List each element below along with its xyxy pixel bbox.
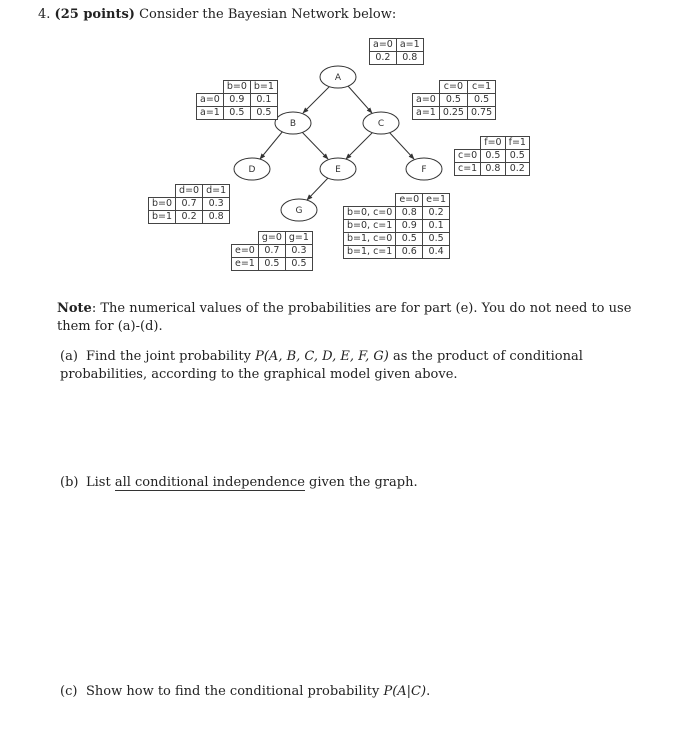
cpt-cell: f=0 <box>481 137 505 150</box>
cpt-f-table <box>454 136 530 176</box>
question-number: 4. <box>38 7 51 22</box>
cpt-cell: 0.5 <box>285 258 312 271</box>
cpt-cell: 0.2 <box>370 52 397 65</box>
cpt-cell: e=1 <box>423 194 450 207</box>
part-c-expr: P(A|C) <box>383 684 427 699</box>
cpt-cell: 0.1 <box>423 220 450 233</box>
cpt-cell: 0.8 <box>396 207 423 220</box>
cpt-cell: 0.3 <box>203 198 230 211</box>
edge-b-e <box>301 131 328 159</box>
cpt-cell: 0.1 <box>250 94 277 107</box>
part-a-expr: P(A, B, C, D, E, F, G) <box>255 349 389 364</box>
cpt-cell: d=0 <box>176 185 203 198</box>
part-c-end: . <box>426 684 431 699</box>
cpt-cell: e=0 <box>396 194 423 207</box>
cpt-d-table <box>148 184 230 224</box>
cpt-cell: b=1 <box>149 211 176 224</box>
note-paragraph <box>57 300 657 336</box>
cpt-cell: e=0 <box>232 245 259 258</box>
node-f-label: F <box>421 165 427 175</box>
part-c-text: Show how to find the conditional probability <box>86 684 384 699</box>
cpt-a-table <box>369 38 424 65</box>
cpt-g-table <box>231 231 313 271</box>
cpt-cell: 0.6 <box>396 246 423 259</box>
cpt-cell: c=1 <box>467 81 495 94</box>
cpt-cell: a=0 <box>370 39 397 52</box>
cpt-cell: g=0 <box>258 232 285 245</box>
cpt-cell: a=1 <box>197 107 224 120</box>
cpt-cell: 0.7 <box>176 198 203 211</box>
edge-c-e <box>346 132 373 159</box>
cpt-cell: c=1 <box>455 163 481 176</box>
node-e-label: E <box>335 165 341 175</box>
part-b-post: given the graph. <box>304 475 418 490</box>
node-b-label: B <box>289 119 297 129</box>
edge-a-c <box>348 86 372 113</box>
edge-a-b <box>303 86 330 113</box>
node-c-label: C <box>377 119 385 129</box>
cpt-cell: c=0 <box>455 150 481 163</box>
cpt-cell: b=1, c=0 <box>344 233 396 246</box>
cpt-cell: d=1 <box>203 185 230 198</box>
cpt-cell: b=0 <box>149 198 176 211</box>
cpt-cell: 0.2 <box>176 211 203 224</box>
cpt-cell: b=1, c=1 <box>344 246 396 259</box>
cpt-cell: a=1 <box>396 39 423 52</box>
part-a-label: (a) <box>60 349 78 364</box>
cpt-cell: b=1 <box>250 81 277 94</box>
note-text: : The numerical values of the probabilities are for part (e). You do not need to use them for (a)-(d). <box>57 301 632 334</box>
cpt-cell: 0.8 <box>203 211 230 224</box>
cpt-cell: 0.5 <box>223 107 250 120</box>
cpt-c-table <box>412 80 496 120</box>
cpt-cell: 0.5 <box>250 107 277 120</box>
cpt-cell: a=1 <box>413 107 440 120</box>
part-a-text2: as the product of conditional probabilities, according to the graphical model given above. <box>60 349 583 382</box>
cpt-cell: 0.5 <box>423 233 450 246</box>
cpt-cell: a=0 <box>197 94 224 107</box>
cpt-cell: 0.8 <box>481 163 505 176</box>
bayesian-network-diagram <box>0 0 682 300</box>
cpt-cell: 0.8 <box>396 52 423 65</box>
question-points: (25 points) <box>54 7 135 22</box>
part-b-label: (b) <box>60 475 79 490</box>
cpt-cell: f=1 <box>505 137 529 150</box>
cpt-e-table <box>343 193 450 259</box>
cpt-cell: 0.9 <box>223 94 250 107</box>
part-b-underlined: all conditional independence <box>114 475 305 490</box>
cpt-b-table <box>196 80 278 120</box>
cpt-cell: 0.3 <box>285 245 312 258</box>
cpt-cell: 0.5 <box>481 150 505 163</box>
part-b <box>60 474 660 492</box>
cpt-cell: 0.2 <box>505 163 529 176</box>
cpt-cell: 0.9 <box>396 220 423 233</box>
part-a-text1: Find the joint probability <box>86 349 256 364</box>
cpt-cell: 0.75 <box>467 107 495 120</box>
edge-e-g <box>307 178 328 200</box>
cpt-cell: 0.5 <box>439 94 467 107</box>
cpt-cell: g=1 <box>285 232 312 245</box>
cpt-cell: 0.2 <box>423 207 450 220</box>
cpt-cell: 0.5 <box>467 94 495 107</box>
part-a <box>60 348 660 384</box>
cpt-cell: b=0, c=0 <box>344 207 396 220</box>
cpt-cell: 0.5 <box>505 150 529 163</box>
part-b-pre: List <box>86 475 115 490</box>
cpt-cell: e=1 <box>232 258 259 271</box>
part-c-label: (c) <box>60 684 78 699</box>
part-c <box>60 683 660 701</box>
node-d-label: D <box>248 165 256 175</box>
cpt-cell: 0.25 <box>439 107 467 120</box>
cpt-cell: b=0, c=1 <box>344 220 396 233</box>
cpt-cell: 0.5 <box>258 258 285 271</box>
edge-b-d <box>260 131 283 159</box>
cpt-cell: b=0 <box>223 81 250 94</box>
edge-c-f <box>389 132 414 159</box>
question-intro: Consider the Bayesian Network below: <box>139 7 397 22</box>
cpt-cell: 0.4 <box>423 246 450 259</box>
note-label: Note <box>57 301 92 316</box>
cpt-cell: c=0 <box>439 81 467 94</box>
node-a-label: A <box>334 73 342 83</box>
cpt-cell: a=0 <box>413 94 440 107</box>
cpt-cell: 0.5 <box>396 233 423 246</box>
node-g-label: G <box>295 206 303 216</box>
cpt-cell: 0.7 <box>258 245 285 258</box>
